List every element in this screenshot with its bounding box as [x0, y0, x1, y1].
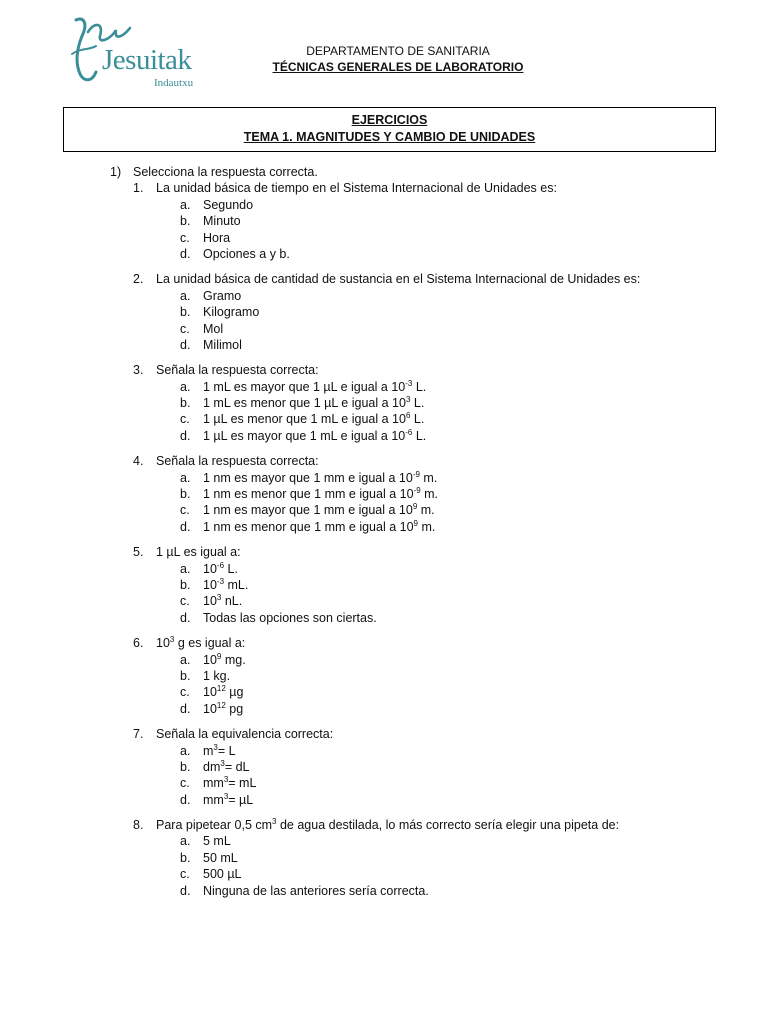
option-text: Milimol	[203, 337, 242, 352]
option-letter: d.	[180, 883, 191, 898]
option-letter: b.	[180, 668, 191, 683]
answer-option	[0, 792, 768, 808]
option-letter: c.	[180, 867, 190, 882]
exercise-instruction: Selecciona la respuesta correcta.	[133, 165, 318, 179]
option-letter: b.	[180, 577, 191, 592]
question-number: 3.	[133, 363, 144, 378]
answer-option	[0, 743, 768, 759]
option-letter: c.	[180, 685, 190, 700]
answer-option	[0, 610, 768, 626]
department-name: DEPARTAMENTO DE SANITARIA	[306, 44, 490, 58]
option-text: 1 mL es menor que 1 µL e igual a $10^3$ L.	[203, 395, 425, 411]
option-letter: d.	[180, 519, 191, 534]
option-text: $10^{-6}$ L.	[203, 560, 238, 576]
answer-option	[0, 577, 768, 593]
answer-option	[0, 304, 768, 320]
answer-option	[0, 775, 768, 791]
exercise-content	[0, 164, 768, 899]
option-letter: a.	[180, 197, 191, 212]
answer-option	[0, 850, 768, 866]
option-text: 50 mL	[203, 850, 238, 865]
answer-option	[0, 486, 768, 502]
question-number: 7.	[133, 727, 144, 742]
option-letter: c.	[180, 503, 190, 518]
answer-option	[0, 288, 768, 304]
question-number: 8.	[133, 818, 144, 833]
question-text: La unidad básica de cantidad de sustancia en el Sistema Internacional de Unidades es:	[156, 272, 641, 287]
question-number: 1.	[133, 181, 144, 196]
option-letter: a.	[180, 652, 191, 667]
school-logo	[70, 14, 210, 90]
answer-option	[0, 593, 768, 609]
option-letter: b.	[180, 305, 191, 320]
answer-option	[0, 230, 768, 246]
question-text: Señala la respuesta correcta:	[156, 363, 319, 378]
option-letter: a.	[180, 561, 191, 576]
option-letter: a.	[180, 379, 191, 394]
option-text: 1 nm es mayor que 1 mm e igual a $10^{-9}$ m.	[203, 469, 438, 485]
question-text: Señala la equivalencia correcta:	[156, 727, 334, 742]
option-text: Kilogramo	[203, 305, 260, 320]
option-letter: b.	[180, 759, 191, 774]
option-text: $dm^3=$ dL	[203, 758, 250, 774]
title-box	[63, 107, 716, 152]
option-text: 1 nm es mayor que 1 mm e igual a $10^9$ m.	[203, 502, 435, 518]
option-letter: b.	[180, 487, 191, 502]
question-number: 2.	[133, 272, 144, 287]
option-letter: d.	[180, 246, 191, 261]
answer-option	[0, 519, 768, 535]
answer-option	[0, 197, 768, 213]
question-number: 4.	[133, 454, 144, 469]
option-letter: d.	[180, 428, 191, 443]
answer-option	[0, 337, 768, 353]
answer-option	[0, 502, 768, 518]
option-letter: c.	[180, 594, 190, 609]
option-text: $mm^3=$ mL	[203, 775, 257, 791]
option-letter: d.	[180, 337, 191, 352]
exercise-heading	[0, 164, 768, 180]
question-7	[0, 726, 768, 742]
answer-option	[0, 561, 768, 577]
question-4	[0, 453, 768, 469]
option-text: Segundo	[203, 197, 254, 212]
option-letter: a.	[180, 470, 191, 485]
question-list	[0, 180, 768, 899]
option-letter: b.	[180, 396, 191, 411]
option-letter: d.	[180, 610, 191, 625]
question-2	[0, 271, 768, 287]
option-text: Gramo	[203, 288, 242, 303]
title-line-1: EJERCICIOS	[351, 113, 428, 127]
option-text: 5 mL	[203, 834, 231, 849]
question-8	[0, 817, 768, 833]
option-text: Hora	[203, 230, 231, 245]
question-text: Señala la respuesta correcta:	[156, 454, 319, 469]
answer-option	[0, 883, 768, 899]
option-text: $10^{12}$ pg	[203, 700, 244, 716]
answer-option	[0, 411, 768, 427]
exercise-number: 1)	[110, 165, 122, 179]
option-text: $10^{-3}$ mL.	[203, 576, 249, 592]
answer-option	[0, 379, 768, 395]
option-letter: d.	[180, 701, 191, 716]
option-text: 1 µL es menor que 1 mL e igual a $10^6$ L.	[203, 411, 425, 427]
answer-option	[0, 321, 768, 337]
question-5	[0, 544, 768, 560]
option-text: Opciones a y b.	[203, 246, 290, 261]
question-text: La unidad básica de tiempo en el Sistema Internacional de Unidades es:	[156, 181, 557, 196]
option-letter: c.	[180, 230, 190, 245]
title-line-2: TEMA 1. MAGNITUDES Y CAMBIO DE UNIDADES	[243, 130, 536, 144]
answer-option	[0, 833, 768, 849]
option-letter: b.	[180, 850, 191, 865]
option-text: Mol	[203, 321, 224, 336]
option-text: Minuto	[203, 214, 241, 229]
question-1	[0, 180, 768, 196]
course-name: TÉCNICAS GENERALES DE LABORATORIO	[272, 60, 524, 74]
question-6	[0, 635, 768, 651]
logo-wordmark: Jesuitak	[102, 44, 192, 76]
option-text: Todas las opciones son ciertas.	[203, 610, 377, 625]
option-letter: c.	[180, 321, 190, 336]
answer-option	[0, 395, 768, 411]
question-number: 5.	[133, 545, 144, 560]
option-text: $10^{12}$ µg	[203, 684, 244, 700]
answer-option	[0, 428, 768, 444]
option-letter: c.	[180, 412, 190, 427]
option-text: Ninguna de las anteriores sería correcta.	[203, 883, 429, 898]
answer-option	[0, 246, 768, 262]
option-text: $m^3= L$	[203, 742, 236, 758]
option-text: 1 µL es mayor que 1 mL e igual a $10^{-6}$ L.	[203, 427, 427, 443]
option-text: 1 kg.	[203, 668, 231, 683]
option-letter: b.	[180, 214, 191, 229]
question-number: 6.	[133, 636, 144, 651]
question-text: Para pipetear 0,5 $cm^3$ de agua destilada, lo más correcto sería elegir una pipeta de:	[156, 817, 620, 833]
answer-option	[0, 701, 768, 717]
option-letter: a.	[180, 834, 191, 849]
answer-option	[0, 759, 768, 775]
question-text: $10^3$ g es igual a:	[156, 635, 246, 651]
option-letter: a.	[180, 288, 191, 303]
option-text: $10^9$ mg.	[203, 651, 246, 667]
option-text: 1 nm es menor que 1 mm e igual a $10^9$ m.	[203, 518, 436, 534]
option-letter: a.	[180, 743, 191, 758]
option-letter: d.	[180, 792, 191, 807]
option-text: $10^3$ nL.	[203, 593, 243, 609]
option-text: 1 mL es mayor que 1 µL e igual a $10^{-3}$ L.	[203, 378, 427, 394]
question-text: 1 µL es igual a:	[156, 545, 241, 560]
answer-option	[0, 213, 768, 229]
question-3	[0, 362, 768, 378]
option-text: $mm^3= \mu L$	[203, 791, 254, 807]
option-text: 500 µL	[203, 867, 242, 882]
answer-option	[0, 470, 768, 486]
answer-option	[0, 668, 768, 684]
answer-option	[0, 866, 768, 882]
logo-subtitle: Indautxu	[154, 77, 194, 89]
answer-option	[0, 652, 768, 668]
option-letter: c.	[180, 776, 190, 791]
option-text: 1 nm es menor que 1 mm e igual a $10^{-9}$ m.	[203, 486, 439, 502]
answer-option	[0, 684, 768, 700]
